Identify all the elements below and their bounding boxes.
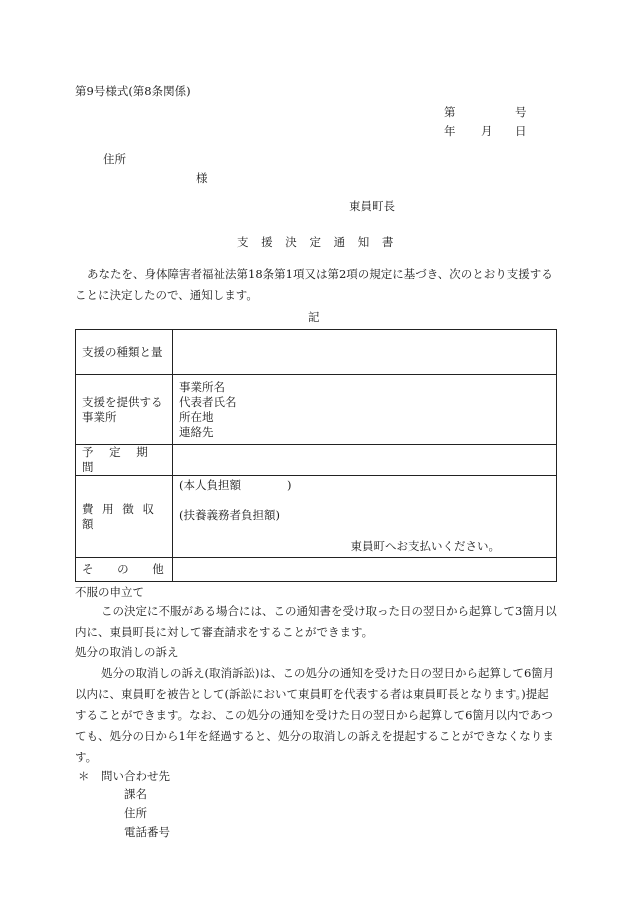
support-type-value (173, 330, 557, 375)
asterisk-mark: ＊ (78, 769, 90, 783)
other-label: そ の 他 (76, 558, 173, 582)
fee-guardian: (扶養義務者負担額) (179, 508, 280, 522)
other-value (173, 558, 557, 582)
ki-mark: 記 (308, 310, 320, 324)
objection-heading: 不服の申立て (75, 585, 144, 599)
recipient-sama: 様 (196, 171, 208, 185)
contact-phone: 電話番号 (124, 825, 170, 839)
date-year: 年 (444, 124, 456, 138)
support-table (75, 329, 557, 582)
recipient-address-label: 住所 (103, 152, 126, 166)
doc-number-dai: 第 (444, 105, 456, 119)
issuer: 東員町長 (349, 199, 395, 213)
lawsuit-text: 処分の取消しの訴え(取消訴訟)は、この処分の通知を受けた日の翌日から起算して6箇月以内に、東員町を被告として(訴訟において東員町を代表する者は東員町長となります。)提起することができます。なお、この処分の通知を受けた日の翌日から起算して6箇月以内であつても、処分の日から1年を経過すると、処分の取消しの訴えを提起することができなくなります。 (75, 666, 555, 764)
lawsuit-heading: 処分の取消しの訴え (75, 645, 179, 659)
fee-personal: (本人負担額 ) (179, 478, 292, 492)
table-row (76, 476, 557, 558)
body-text: あなたを、身体障害者福祉法第18条第1項又は第2項の規定に基づき、次のとおり支援することに決定したので、通知します。 (75, 267, 553, 302)
provider-label-line1: 支援を提供する (82, 394, 163, 409)
fee-details (173, 476, 557, 558)
table-row (76, 558, 557, 582)
provider-field-name: 事業所名 (179, 379, 225, 394)
fee-label: 費 用 徴 収 額 (76, 476, 173, 558)
date-day: 日 (515, 124, 527, 138)
support-type-label: 支援の種類と量 (76, 330, 173, 375)
period-label: 予 定 期 間 (76, 445, 173, 476)
date-month: 月 (481, 124, 493, 138)
contact-section: 課名 (124, 787, 147, 801)
provider-label-line2: 事業所 (82, 409, 117, 424)
provider-label (76, 375, 173, 445)
provider-field-representative: 代表者氏名 (179, 394, 237, 409)
fee-payment-note: 東員町へお支払いください。 (350, 539, 500, 553)
table-row (76, 330, 557, 375)
document-title: 支 援 決 定 通 知 書 (237, 235, 394, 249)
provider-field-contact: 連絡先 (179, 424, 214, 439)
table-row (76, 445, 557, 476)
objection-text: この決定に不服がある場合には、この通知書を受け取った日の翌日から起算して3箇月以内に、東員町長に対して審査請求をすることができます。 (75, 604, 557, 639)
provider-field-location: 所在地 (179, 409, 214, 424)
form-number: 第9号様式(第8条関係) (75, 84, 191, 98)
table-row (76, 375, 557, 445)
period-value (173, 445, 557, 476)
contact-heading: 問い合わせ先 (101, 769, 170, 783)
doc-number-go: 号 (515, 105, 527, 119)
provider-fields (173, 375, 557, 445)
contact-address: 住所 (124, 806, 147, 820)
